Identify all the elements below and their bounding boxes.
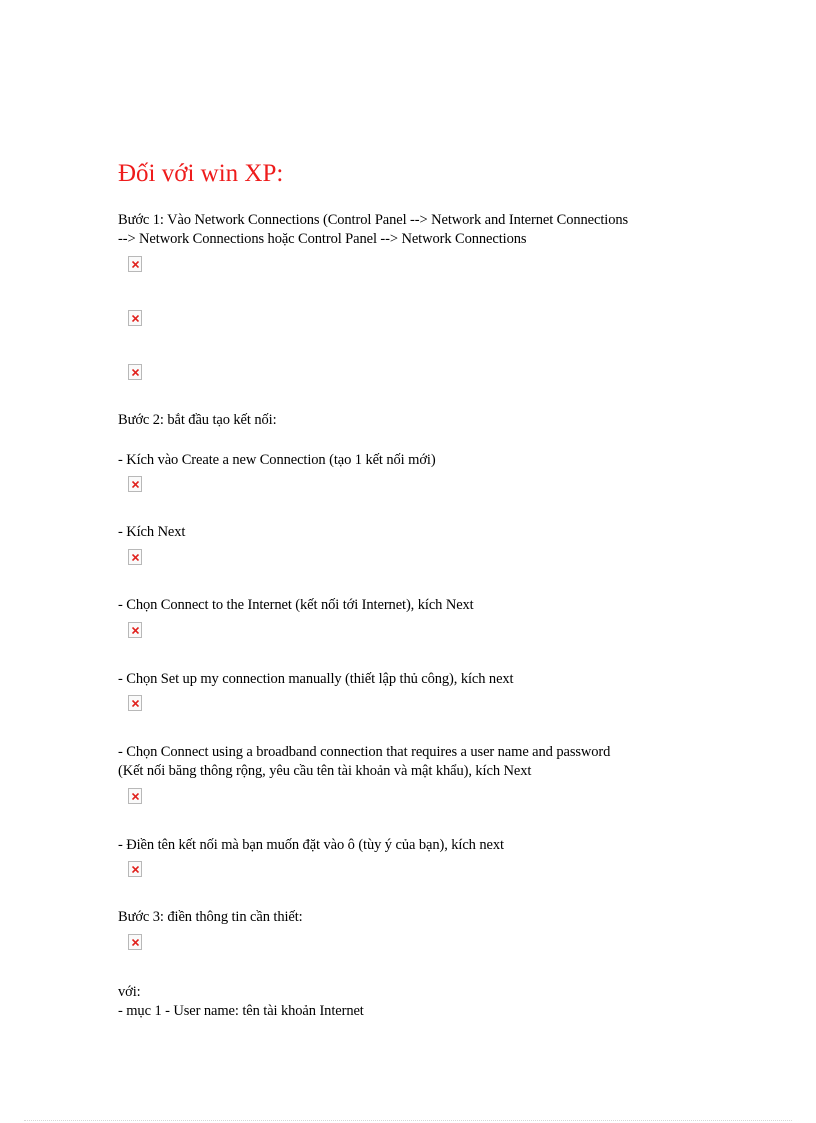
step2-item-broadband-line1: - Chọn Connect using a broadband connection that requires a user name and password: [118, 744, 611, 760]
broken-image-icon: [128, 695, 142, 711]
broken-image-icon: [128, 549, 142, 565]
step2-item-manual-setup: - Chọn Set up my connection manually (thiết lập thủ công), kích next: [118, 671, 514, 687]
page-heading: Đối với win XP:: [118, 160, 284, 187]
step2-item-create-connection: - Kích vào Create a new Connection (tạo 1 kết nối mới): [118, 452, 436, 468]
broken-image-icon: [128, 622, 142, 638]
page-bottom-divider: [24, 1120, 792, 1121]
step2-item-connect-internet: - Chọn Connect to the Internet (kết nối tới Internet), kích Next: [118, 597, 474, 613]
broken-image-icon: [128, 476, 142, 492]
step2-title: Bước 2: bắt đầu tạo kết nối:: [118, 412, 277, 428]
broken-image-icon: [128, 788, 142, 804]
broken-image-icon: [128, 861, 142, 877]
broken-image-icon: [128, 310, 142, 326]
step3-item-username: - mục 1 - User name: tên tài khoản Internet: [118, 1003, 364, 1019]
step2-item-broadband-line2: (Kết nối băng thông rộng, yêu cầu tên tài khoản và mật khẩu), kích Next: [118, 763, 532, 779]
step3-with-label: với:: [118, 984, 141, 1000]
broken-image-icon: [128, 364, 142, 380]
step1-text-line1: Bước 1: Vào Network Connections (Control Panel --> Network and Internet Connections: [118, 212, 629, 228]
step2-item-connection-name: - Điền tên kết nối mà bạn muốn đặt vào ô (tùy ý của bạn), kích next: [118, 837, 504, 853]
broken-image-icon: [128, 256, 142, 272]
broken-image-icon: [128, 934, 142, 950]
step2-item-next: - Kích Next: [118, 524, 186, 540]
step3-title: Bước 3: điền thông tin cần thiết:: [118, 909, 303, 925]
step1-text-line2: --> Network Connections hoặc Control Panel --> Network Connections: [118, 231, 527, 247]
